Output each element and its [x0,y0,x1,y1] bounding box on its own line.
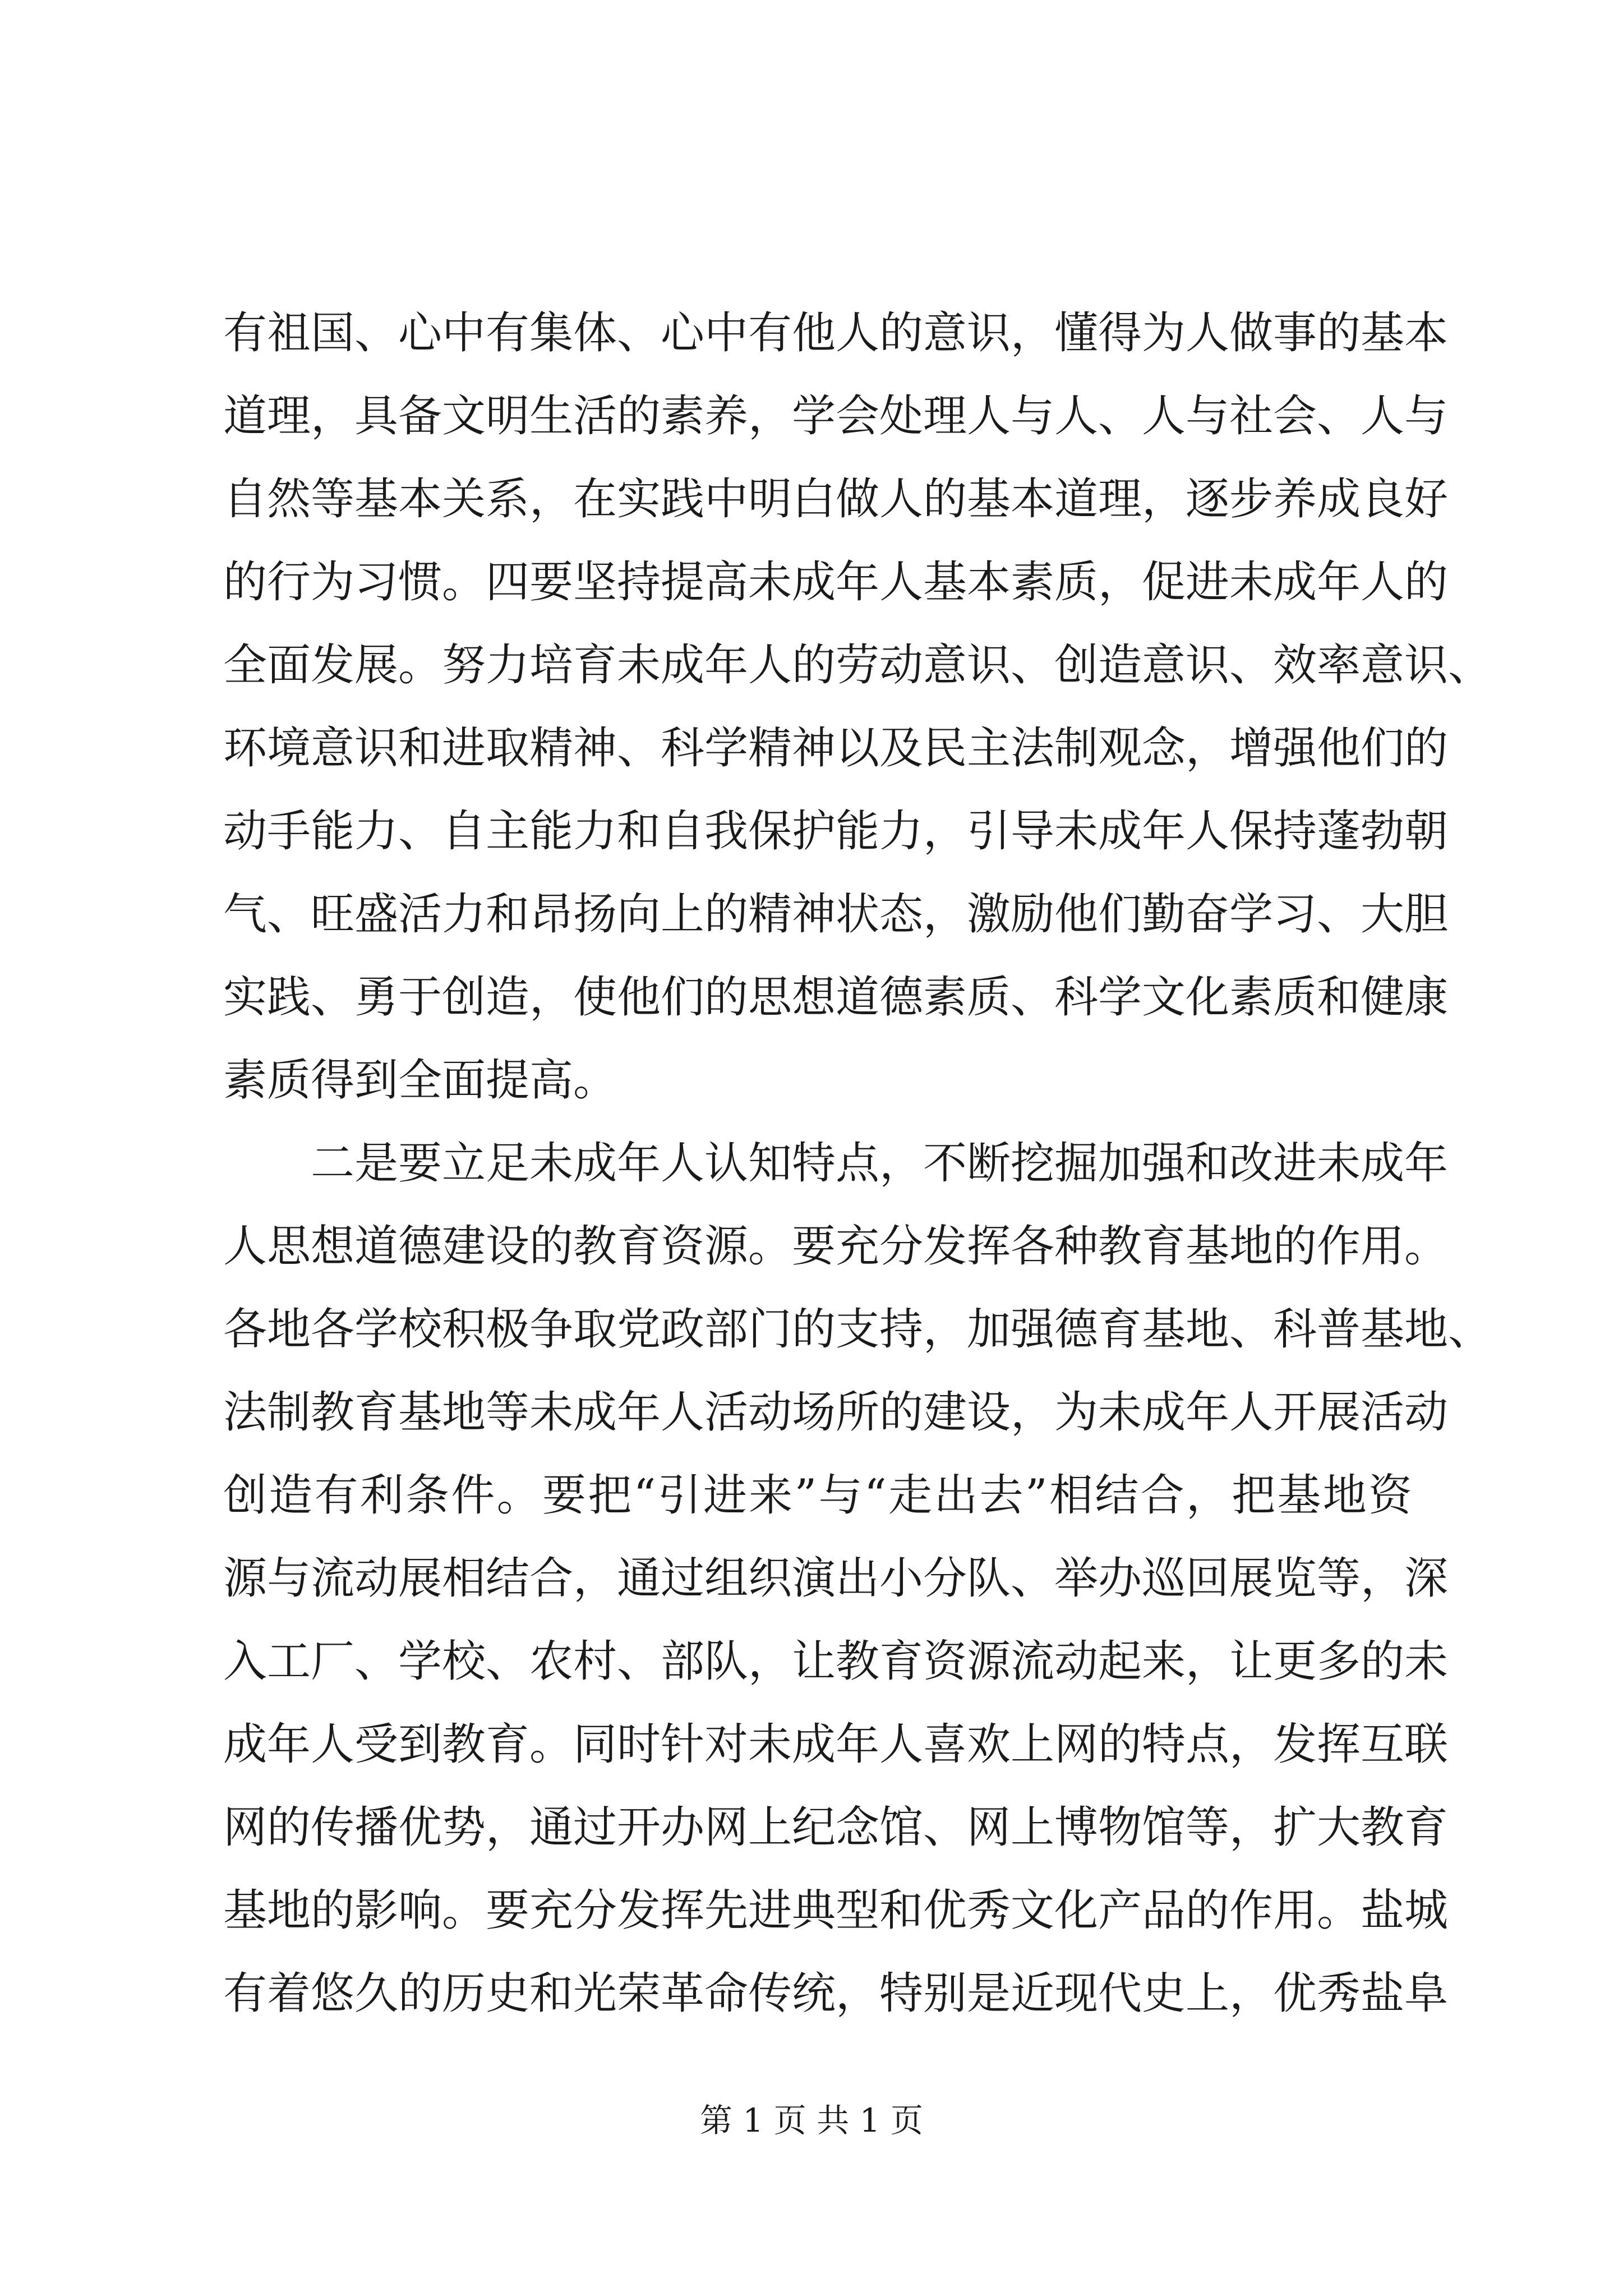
text-line: 环境意识和进取精神、科学精神以及民主法制观念，增强他们的 [223,723,1449,774]
text-line: 基地的影响。要充分发挥先进典型和优秀文化产品的作用。盐城 [223,1885,1449,1936]
text-line: 气、旺盛活力和昂扬向上的精神状态，激励他们勤奋学习、大胆 [223,889,1449,940]
text-line: 二是要立足未成年人认知特点，不断挖掘加强和改进未成年 [311,1138,1449,1189]
text-line: 自然等基本关系，在实践中明白做人的基本道理，逐步养成良好 [223,474,1449,524]
text-line: 的行为习惯。四要坚持提高未成年人基本素质，促进未成年人的 [223,557,1449,608]
text-line: 素质得到全面提高。 [223,1055,617,1106]
text-line: 动手能力、自主能力和自我保护能力，引导未成年人保持蓬勃朝 [223,806,1449,857]
text-line: 各地各学校积极争取党政部门的支持，加强德育基地、科普基地、 [223,1304,1492,1355]
text-line: 有祖国、心中有集体、心中有他人的意识，懂得为人做事的基本 [223,308,1449,358]
text-line: 成年人受到教育。同时针对未成年人喜欢上网的特点，发挥互联 [223,1719,1449,1770]
document-body [223,292,1492,2035]
text-line: 网的传播优势，通过开办网上纪念馆、网上博物馆等，扩大教育 [223,1802,1449,1853]
paragraph-1 [223,292,1492,1122]
paragraph-2 [223,1122,1492,2035]
text-line: 实践、勇于创造，使他们的思想道德素质、科学文化素质和健康 [223,972,1449,1023]
text-line: 全面发展。努力培育未成年人的劳动意识、创造意识、效率意识、 [223,640,1492,691]
text-line: 源与流动展相结合，通过组织演出小分队、举办巡回展览等，深 [223,1553,1449,1604]
text-line: 入工厂、学校、农村、部队，让教育资源流动起来，让更多的未 [223,1636,1449,1687]
text-line: 有着悠久的历史和光荣革命传统，特别是近现代史上，优秀盐阜 [223,1968,1449,2019]
text-line: 人思想道德建设的教育资源。要充分发挥各种教育基地的作用。 [223,1221,1449,1272]
text-line: 道理，具备文明生活的素养，学会处理人与人、人与社会、人与 [223,391,1449,441]
text-line: 法制教育基地等未成年人活动场所的建设，为未成年人开展活动 [223,1387,1449,1438]
text-line: 创造有利条件。要把“引进来”与“走出去”相结合，把基地资 [223,1470,1412,1521]
page-footer [0,2098,1623,2143]
page-number-label: 第 1 页 共 1 页 [700,2101,923,2139]
